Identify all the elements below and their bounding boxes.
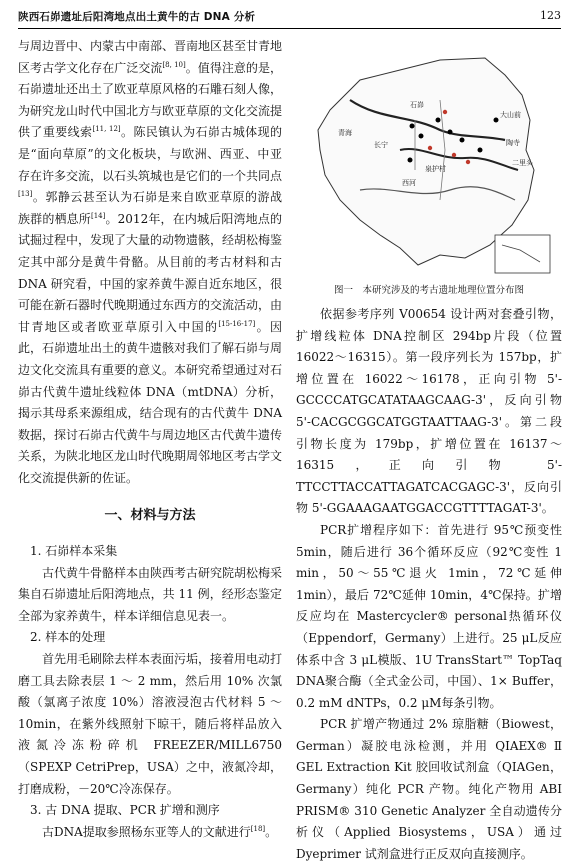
pcr-paragraph: PCR扩增程序如下：首先进行 95℃预变性 5min，随后进行 36个循环反应（92℃变性 1 min，50～55℃退火 1min，72℃延伸 1min），最后 72℃延伸 10min，4℃保持。扩增反应均在 Mastercycler® personal热循环仪（Eppendorf，Germany）上进行。25 μL反应体系中含 3 μL模版、1U TransStart™ TopTaq DNA聚合酶（全式金公司，中国）、1× Buffer，0.2 mM dNTPs，0.2 μM每条引物。 [296,522,562,710]
running-title: 陕西石峁遗址后阳湾地点出土黄牛的古 DNA 分析 [18,11,256,23]
running-header [18,6,561,29]
map-label-qinghai: 青海 [338,129,352,137]
left-column [18,36,282,843]
map-label-guanzhuang: 泉护村 [425,165,446,173]
page-number: 123 [540,9,561,22]
extraction-paragraph: 古DNA提取参照杨东亚等人的文献进行[18]。 [42,824,278,839]
site-map-figure [290,40,562,280]
sequencing-paragraph: PCR 扩增产物通过 2% 琼脂糖（Biowest，German）凝胶电泳检测，并用 QIAEX® Ⅱ GEL Extraction Kit 胶回收试剂盒（QIAGen，Germany）纯化 PCR 产物。纯化产物用 ABI PRISM® 310 Genetic Analyzer 全自动遗传分析仪（Applied Biosystems，USA）通过 Dyeprimer 试剂盒进行正反双向直接测序。 [296,717,562,861]
map-label-shimao: 石峁 [410,101,424,109]
map-label-xihe: 西河 [402,179,416,187]
processing-paragraph: 首先用毛刷除去样本表面污垢，接着用电动打磨工具去除表层 1 ～ 2 mm，然后用 10% 次氯酸（氯离子浓度 10%）溶液浸泡古代材料 5 ～ 10min，在紫外线照射下晾干，随后将样品放入液氮冷冻粉碎机 FREEZER/MILL6750（SPEXP CetriPrep，USA）之中，液氮冷却，打磨成粉，－20℃冷冻保存。 [18,652,283,796]
map-label-taosi: 陶寺 [506,139,520,147]
figure-caption: 图一 本研究涉及的考古遗址地理位置分布图 [333,285,524,296]
intro-paragraph: 与周边晋中、内蒙古中南部、晋南地区甚至甘青地区考古学文化存在广泛交流[8, 10]。值得注意的是，石峁遗址还出土了欧亚草原风格的石雕石刻人像，为研究龙山时代中国北方与欧亚草原的文化交流提供了重要线索[11, 12]。陈民镇认为石峁古城体现的是“面向草原”的文化板块，与欧洲、西亚、中亚存在许多交流，以石头筑城也是它们的一个共同点[13]。郭静云甚至认为石峁是来自欧亚草原的游战族群的栖息所[14]。2012年，在内城后阳湾地点的试掘过程中，发现了大量的动物遗骸，经胡松梅鉴定其中部分是黄牛骨骼。从目前的考古材料和古 DNA 研究看，中国的家养黄牛源自近东地区，很可能在新石器时代晚期通过东西方的交流活动，由甘青地区或者欧亚草原引入中国的[15-16-17]。因此，石峁遗址出土的黄牛遗骸对我们了解石峁与周边文化交流具有重要的意义。本研究希望通过对石峁古代黄牛遗址线粒体 DNA（mtDNA）分析，揭示其母系来源组成，结合现有的古代黄牛 DNA 数据，探讨石峁古代黄牛与周边地区古代黄牛遗传关系，为陕北地区龙山时代晚期周邻地区考古学文化交流提供新的佐证。 [18,39,283,485]
sampling-paragraph: 古代黄牛骨骼样本由陕西考古研究院胡松梅采集自石峁遗址后阳湾地点，共 11 例，经形态鉴定全部为家养黄牛，样本详细信息见表一。 [18,565,283,623]
map-label-dashanqian: 大山前 [500,111,521,119]
subsection-heading: 3. 古 DNA 提取、PCR 扩增和测序 [30,803,220,818]
right-column [296,304,562,865]
primer-paragraph: 依据参考序列 V00654 设计两对套叠引物，扩增线粒体 DNA控制区 294bp片段（位置 16022～16315）。第一段序列长为 157bp，扩增位置在 16022～16178，正向引物 5'-GCCCCATGCATATAAGCAAG-3'，反向引物 5'-CACGCGGCATGGTAATTAAG-3'。第二段引物长度为 179bp，扩增位置在 16137～16315，正向引物 5'-TTCCTTACCATTAGATCACGAGC-3'，反向引物 5'-GGAAAGAATGGACCGTTTTAGAT-3'。 [296,307,562,516]
map-label-changning: 长宁 [374,141,388,149]
subsection-heading: 1. 石峁样本采集 [30,544,118,559]
section-heading: 一、材料与方法 [104,508,196,524]
subsection-heading: 2. 样本的处理 [30,630,106,645]
map-label-erlitou: 二里头 [512,159,533,167]
